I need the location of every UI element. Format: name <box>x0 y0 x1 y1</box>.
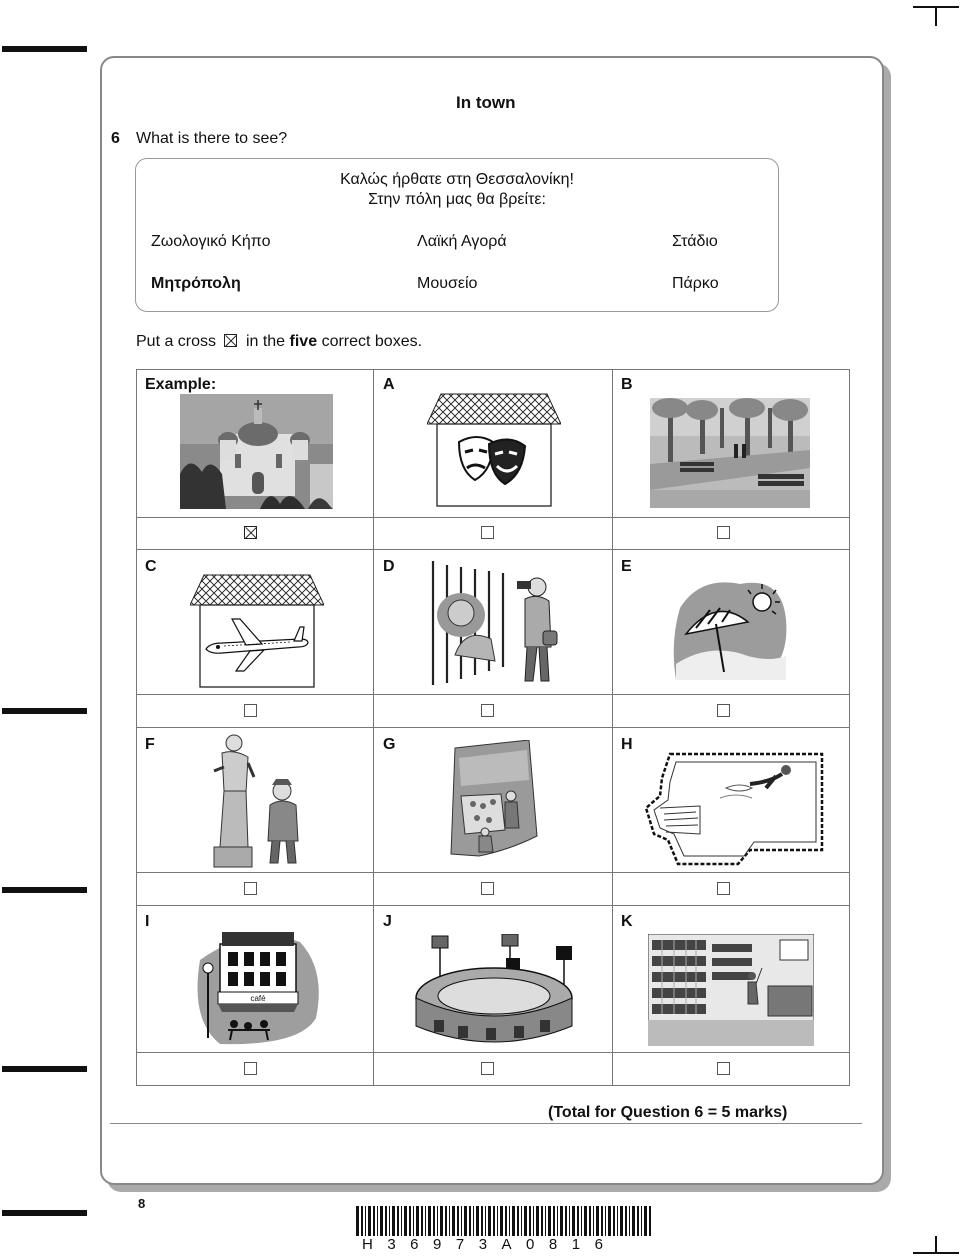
grid-line <box>136 872 850 873</box>
instruction-text: correct boxes. <box>321 333 423 350</box>
instruction-bold: five <box>289 333 318 350</box>
greek-item: Μητρόπολη <box>151 275 241 292</box>
museum-picture <box>210 733 310 869</box>
checkbox-a[interactable] <box>481 526 494 539</box>
instruction-text: in the <box>245 333 286 350</box>
swimming-pool-picture <box>640 748 826 866</box>
checkbox-h[interactable] <box>717 882 730 895</box>
cell-label-d: D <box>383 558 395 575</box>
total-marks: (Total for Question 6 = 5 marks) <box>548 1104 788 1121</box>
checkbox-k[interactable] <box>717 1062 730 1075</box>
instruction <box>136 333 422 351</box>
margin-bar <box>2 708 87 714</box>
total-divider <box>110 1123 862 1124</box>
grid-line <box>136 549 850 550</box>
church-picture <box>180 394 333 509</box>
greek-welcome-line: Καλώς ήρθατε στη Θεσσαλονίκη! <box>340 171 574 188</box>
cell-label-j: J <box>383 913 392 930</box>
cell-label-e: E <box>621 558 632 575</box>
section-title: In town <box>456 93 516 112</box>
grid-line <box>136 517 850 518</box>
grid-line <box>136 727 850 728</box>
greek-text-box <box>135 158 779 312</box>
barcode-text: H36973A0816 <box>362 1236 618 1253</box>
checkbox-c[interactable] <box>244 704 257 717</box>
checkbox-g[interactable] <box>481 882 494 895</box>
beach-picture <box>670 572 790 686</box>
crop-mark <box>935 6 937 26</box>
stadium-picture <box>410 934 574 1046</box>
greek-item: Μουσείο <box>417 275 478 292</box>
grid-line <box>136 1052 850 1053</box>
cell-label-a: A <box>383 376 395 393</box>
cell-label-g: G <box>383 736 396 753</box>
cell-label-example: Example: <box>145 376 217 393</box>
grid-line <box>136 905 850 906</box>
greek-item: Ζωολογικό Κήπο <box>151 233 271 250</box>
margin-bar <box>2 46 87 52</box>
margin-bar <box>2 1066 87 1072</box>
checkbox-b[interactable] <box>717 526 730 539</box>
airport-picture <box>190 573 324 689</box>
greek-item: Πάρκο <box>672 275 719 292</box>
cafe-sign: café <box>250 994 266 1003</box>
cell-label-h: H <box>621 736 633 753</box>
margin-bar <box>2 887 87 893</box>
crop-mark <box>935 1236 937 1254</box>
theatre-picture <box>427 392 561 508</box>
cell-label-b: B <box>621 376 633 393</box>
checkbox-e[interactable] <box>717 704 730 717</box>
grid-line <box>136 694 850 695</box>
library-picture <box>648 934 814 1046</box>
cell-label-f: F <box>145 736 155 753</box>
greek-subtitle-line: Στην πόλη μας θα βρείτε: <box>368 191 546 208</box>
checkbox-i[interactable] <box>244 1062 257 1075</box>
instruction-text: Put a cross <box>136 333 217 350</box>
greek-item: Λαϊκή Αγορά <box>417 233 507 250</box>
checkbox-f[interactable] <box>244 882 257 895</box>
question-text: What is there to see? <box>136 130 288 147</box>
greek-item: Στάδιο <box>672 233 718 250</box>
page-number: 8 <box>138 1196 146 1211</box>
cell-label-k: K <box>621 913 633 930</box>
checkbox-example[interactable] <box>244 526 257 539</box>
market-picture <box>449 740 539 860</box>
question-number: 6 <box>111 130 120 147</box>
checkbox-d[interactable] <box>481 704 494 717</box>
margin-bar <box>2 1210 87 1216</box>
park-picture <box>650 398 810 508</box>
zoo-picture <box>425 555 565 689</box>
cell-label-c: C <box>145 558 157 575</box>
cell-label-i: I <box>145 913 150 930</box>
barcode-icon <box>356 1206 652 1236</box>
cross-box-icon <box>224 334 237 347</box>
checkbox-j[interactable] <box>481 1062 494 1075</box>
cafe-picture <box>190 930 324 1046</box>
